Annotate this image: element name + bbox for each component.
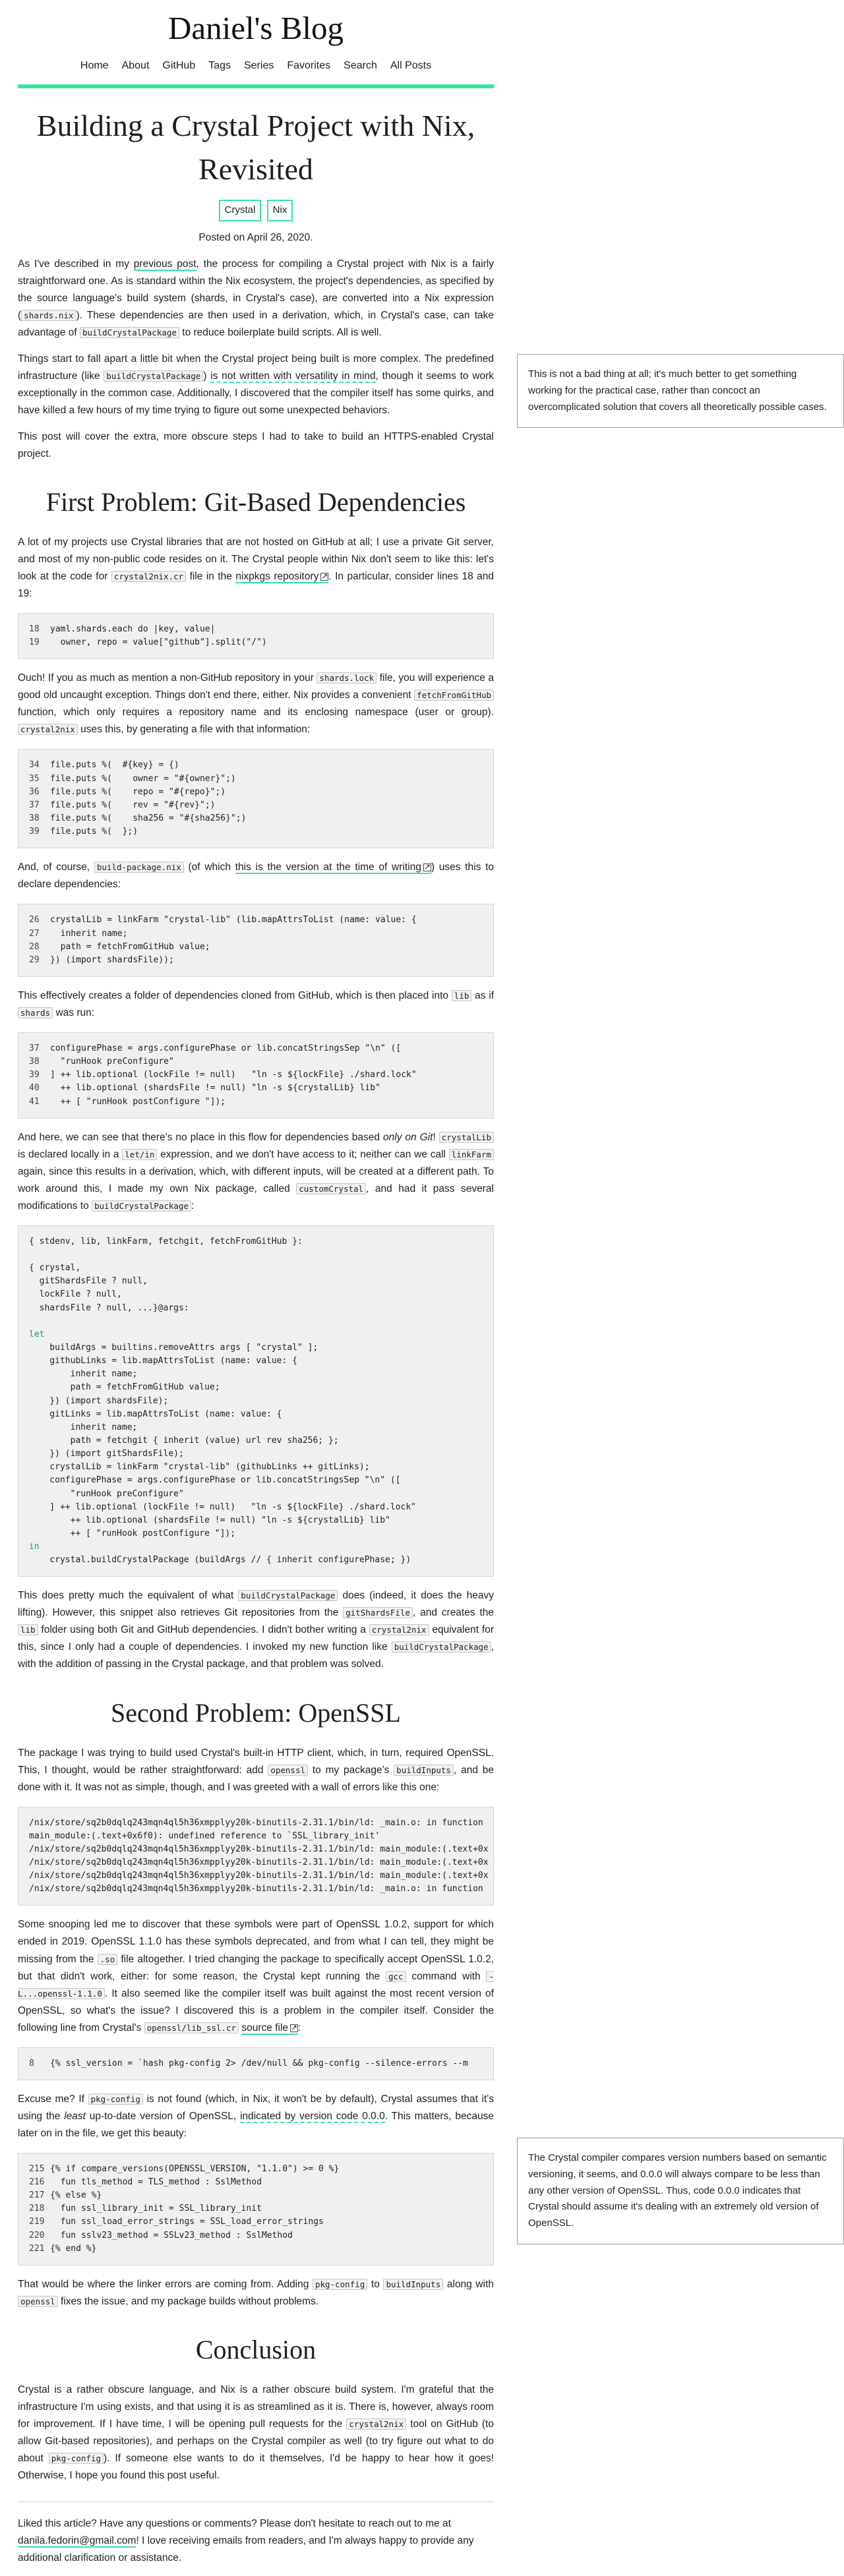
inline-code: lib [452, 990, 472, 1001]
inline-code: build-package.nix [94, 862, 184, 873]
code-line: ++ [ "runHook postConfigure "]); [29, 1528, 236, 1538]
code-line: }) (import shardsFile)); [50, 954, 174, 965]
text: uses this, by generating a file with that information: [77, 724, 311, 736]
code-line: buildArgs = builtins.removeAttrs args [ "crystal" ]; [29, 1342, 318, 1353]
code-line: yaml.shards.each do |key, value| [50, 624, 216, 635]
text: ! I love receiving emails from readers, and I'm always happy to provide any additional clarification or assistance. [18, 2535, 474, 2564]
text: was run: [53, 1007, 95, 1018]
text: This does pretty much the equivalent of what [18, 1590, 239, 1602]
code-line: configurePhase = args.configurePhase or lib.concatStringsSep "\n" ([ [50, 1043, 402, 1053]
code-line: /nix/store/sq2b0dqlq243mqn4ql5h36xmpplyy20k-binutils-2.31.1/bin/ld: main_module:(.text+0x [29, 1871, 489, 1881]
text: folder using both Git and GitHub dependencies. I didn't bother writing a [38, 1624, 369, 1636]
nav-home[interactable]: Home [80, 59, 109, 71]
sidenote-version-code: The Crystal compiler compares version numbers based on semantic versioning, it seems, and 0.0.0 will always compare to be less than any other version of OpenSSL. Thus, code 0.0.0 indicates that Crystal should assume it's dealing with an extremely old version of OpenSSL. [517, 2138, 844, 2244]
line-number: 18 [29, 624, 40, 635]
text: A lot of my projects use Crystal libraries that are not hosted on GitHub at all; I use a private Git server, and most of my non-public code resides on it. The Crystal people within Nix don't seem to like this: let's look at the code for [18, 536, 494, 582]
text: again, since this results in a derivation, which, with different inputs, will be created at a different path. To work around this, I made my own Nix package, called [18, 1165, 494, 1194]
tag-crystal[interactable]: Crystal [219, 200, 262, 221]
inline-code: openssl [268, 1765, 308, 1776]
text: As I've described in my [18, 258, 134, 270]
previous-post-link[interactable]: previous post [133, 258, 196, 270]
text: file altogether. I tried changing the package to specifically accept OpenSSL 1.0.2, but that didn't work, either: for some reason, the Crystal kept running the [18, 1953, 494, 1982]
text: , with the addition of passing in the Crystal package, and that problem was solved. [18, 1641, 494, 1670]
text: : [191, 1200, 195, 1212]
code-line: {% if compare_versions(OPENSSL_VERSION, "1.1.0") >= 0 %} [50, 2163, 340, 2174]
nixpkgs-repository-link[interactable] [235, 571, 328, 583]
line-number: 217 [29, 2190, 45, 2201]
code-line: inherit name; [29, 1422, 138, 1432]
code-line: "runHook preConfigure" [50, 1057, 174, 1067]
code-line: {% ssl_version = `hash pkg-config 2> /dev/null && pkg-config --silence-errors --m [50, 2058, 468, 2068]
code-block-ssl-version [18, 2047, 494, 2080]
code-line: { crystal, [29, 1263, 81, 1273]
text: And, of course, [18, 862, 94, 873]
inline-code: shards.lock [316, 672, 377, 684]
text: ) uses this to declare dependencies: [18, 862, 495, 891]
line-number: 218 [29, 2204, 45, 2214]
code-line: configurePhase = args.configurePhase or lib.concatStringsSep "\n" ([ [29, 1475, 401, 1486]
inline-code: openssl [18, 2296, 58, 2307]
code-line: ] ++ lib.optional (lockFile != null) "ln -s ${lockFile} ./shard.lock" [50, 1070, 417, 1080]
inline-code: crystal2nix.cr [111, 571, 186, 582]
text: . This matters, because later on in the file, we get this beauty: [18, 2110, 494, 2139]
inline-code: buildCrystalPackage [238, 1590, 338, 1601]
inline-code: buildInputs [394, 1765, 454, 1776]
email-link[interactable]: danila.fedorin@gmail.com [18, 2535, 136, 2547]
text: file in the [186, 570, 236, 582]
code-line: path = fetchFromGitHub value; [50, 941, 210, 952]
code-line: shardsFile ? null, ...}@args: [29, 1303, 189, 1313]
code-line: in [29, 1542, 40, 1552]
sidenote-versatility-link[interactable]: is not written with versatility in mind [210, 370, 376, 382]
code-line: file.puts %( };) [50, 827, 138, 837]
code-line: path = fetchgit { inherit (value) url rev sha256; }; [29, 1435, 339, 1446]
paragraph [18, 670, 494, 738]
text: . It also seemed like the compiler itself was built against the most recent version of OpenSSL, so what's the issue? I discovered this is a problem in the compiler itself. Consider the following line from Crystal's [18, 1987, 494, 2034]
code-line: ++ lib.optional (shardsFile != null) "ln -s ${crystalLib} lib" [29, 1515, 390, 1525]
inline-code: gitShardsFile [343, 1607, 413, 1618]
code-line: ++ lib.optional (shardsFile != null) "ln -s ${crystalLib} lib" [50, 1083, 380, 1094]
paragraph [18, 1587, 494, 1673]
code-line: inherit name; [29, 1369, 138, 1380]
nav-tags[interactable]: Tags [208, 59, 231, 71]
code-block-custom-crystal [18, 1225, 494, 1577]
inline-code: buildCrystalPackage [92, 1200, 191, 1212]
paragraph [18, 351, 494, 419]
section-heading-first-problem: First Problem: Git-Based Dependencies [45, 486, 466, 517]
code-line: file.puts %( owner = "#{owner}";) [50, 773, 236, 784]
external-link-icon: ↗ [291, 2022, 298, 2032]
code-line: {% end %} [50, 2243, 97, 2254]
code-line: ] ++ lib.optional (lockFile != null) "ln -s ${lockFile} ./shard.lock" [29, 1502, 416, 1512]
post-title: Building a Crystal Project with Nix, Revisited [36, 108, 475, 187]
text: , and be done with it. It was not as simple, though, and I was greeted with a wall of errors like this one: [18, 1764, 495, 1793]
text: is not found (which, in Nix, it won't be by default), Crystal assumes that it's using the [18, 2093, 495, 2122]
text: is declared locally in a [18, 1148, 123, 1160]
post-date: Posted on April 26, 2020. [198, 231, 313, 243]
code-block-file-puts [18, 749, 494, 848]
line-number: 40 [29, 1083, 40, 1094]
line-number: 29 [29, 954, 40, 965]
site-header [18, 0, 494, 88]
header-accent-bar [18, 84, 494, 88]
inline-code: pkg-config [49, 2453, 104, 2464]
text: to my package's [308, 1764, 394, 1776]
text: That would be where the linker errors are coming from. Adding [18, 2278, 313, 2290]
code-line: ++ [ "runHook postConfigure "]); [50, 1096, 226, 1107]
section-heading-second-problem: Second Problem: OpenSSL [111, 1697, 401, 1728]
paragraph [18, 534, 494, 602]
text: And here, we can see that there's no place in this flow for dependencies based [18, 1131, 384, 1143]
inline-code: lib [18, 1624, 38, 1635]
text: Excuse me? If [18, 2093, 88, 2105]
inline-code: crystal2nix [346, 2418, 406, 2430]
text: Ouch! If you as much as mention a non-GitHub repository in your [18, 672, 317, 684]
text: . In particular, consider lines 18 and 19: [18, 570, 494, 600]
text: ). If someone else wants to do it themselves, I'd be happy to hear how it goes! Otherwise, I hope you found this post useful. [18, 2453, 494, 2482]
paragraph [18, 2382, 494, 2484]
inline-code: customCrystal [296, 1183, 366, 1194]
text: file, you will experience a good old uncaught exception. Things don't end there, either. Nix provides a convenient [18, 672, 494, 701]
nav-search[interactable]: Search [344, 59, 377, 71]
inline-code: gcc [386, 1971, 406, 1982]
code-line: let [29, 1329, 45, 1339]
code-line: { stdenv, lib, linkFarm, fetchgit, fetchFromGitHub }: [29, 1236, 303, 1246]
text: , and had it pass several modifications to [18, 1183, 494, 1212]
code-line: }) (import gitShardsFile); [29, 1449, 184, 1459]
line-number: 38 [29, 813, 40, 824]
inline-code: linkFarm [449, 1149, 494, 1160]
site-nav [18, 57, 494, 75]
text: ! [433, 1131, 439, 1143]
inline-code: buildCrystalPackage [80, 327, 179, 338]
line-number: 39 [29, 827, 40, 837]
inline-code: crystal2nix [18, 724, 78, 735]
line-number: 8 [29, 2058, 34, 2068]
line-number: 39 [29, 1070, 40, 1080]
text: to reduce boilerplate build scripts. All is well. [179, 326, 382, 338]
inline-code: shards.nix [21, 310, 76, 321]
version-at-time-link[interactable] [235, 862, 431, 874]
inline-code: pkg-config [88, 2093, 143, 2105]
line-number: 28 [29, 941, 40, 952]
code-line: }) (import shardsFile); [29, 1395, 169, 1406]
line-number: 34 [29, 760, 40, 771]
code-line: /nix/store/sq2b0dqlq243mqn4ql5h36xmpplyy20k-binutils-2.31.1/bin/ld: main_module:(.text+0x [29, 1844, 489, 1854]
text: : [298, 2022, 301, 2034]
line-number: 220 [29, 2230, 45, 2240]
code-line: owner, repo = value["github"].split("/") [50, 637, 267, 648]
code-line: main_module:(.text+0x6f0): undefined reference to `SSL_library_init' [29, 1830, 380, 1841]
code-line: /nix/store/sq2b0dqlq243mqn4ql5h36xmpplyy20k-binutils-2.31.1/bin/ld: main_module:(.text+0x [29, 1858, 489, 1868]
line-number: 27 [29, 928, 40, 939]
code-line: fun ssl_library_init = SSL_library_init [50, 2204, 262, 2214]
text: , and creates the [412, 1607, 494, 1619]
text: Things start to fall apart a little bit when the Crystal project being built is more complex. The predefined infrastructure (like [18, 353, 494, 382]
inline-code: buildInputs [383, 2279, 443, 2290]
link-text: this is the version at the time of writing [235, 862, 421, 873]
text: fixes the issue, and my package builds without problems. [57, 2295, 319, 2307]
inline-code: -L...openssl-1.1.0 [18, 1971, 494, 1999]
line-number: 38 [29, 1057, 40, 1067]
code-line: "runHook preConfigure" [29, 1488, 184, 1499]
link-text: nixpkgs repository [235, 570, 319, 582]
text: (of which [183, 862, 235, 873]
code-block-linker-errors [18, 1807, 494, 1906]
text: up-to-date version of OpenSSL, [85, 2110, 241, 2122]
nav-series[interactable]: Series [243, 59, 274, 71]
tag-nix[interactable]: Nix [267, 200, 293, 221]
inline-code: buildCrystalPackage [392, 1641, 491, 1653]
text: ). These dependencies are then used in a derivation, which, in Crystal's case, can take advantage of [18, 309, 494, 338]
footer-note [18, 2515, 494, 2567]
text: to [367, 2278, 384, 2290]
code-line: file.puts %( sha256 = "#{sha256}";) [50, 813, 247, 824]
line-number: 26 [29, 915, 40, 925]
code-block-crystal2nix [18, 613, 494, 659]
text: does (indeed, it does the heavy lifting). However, this snippet also retrieves Git repositories from the [18, 1590, 494, 1619]
text: along with [443, 2278, 494, 2290]
text: The package I was trying to build used Crystal's built-in HTTP client, which, in turn, required OpenSSL. This, I thought, would be rather straightforward: add [18, 1747, 494, 1776]
code-line: crystalLib = linkFarm "crystal-lib" (githubLinks ++ gitLinks); [29, 1462, 370, 1473]
sidenote-versatility: This is not a bad thing at all; it's much better to get something working for the practical case, rather than concoct an overcomplicated solution that covers all theoretically possible cases. [517, 354, 844, 428]
code-line: /nix/store/sq2b0dqlq243mqn4ql5h36xmpplyy20k-binutils-2.31.1/bin/ld: _main.o: in function [29, 1817, 483, 1828]
paragraph [18, 1129, 494, 1215]
source-file-link[interactable] [241, 2022, 298, 2035]
code-line: fun ssl_load_error_strings = SSL_load_error_strings [50, 2217, 324, 2227]
text: Liked this article? Have any questions or comments? Please don't hesitate to reach out to me at [18, 2518, 451, 2530]
line-number: 36 [29, 786, 40, 797]
nav-github[interactable]: GitHub [162, 59, 196, 71]
inline-code: shards [18, 1007, 53, 1018]
nav-about[interactable]: About [121, 59, 150, 71]
text: equivalent for this, since I only had a couple of dependencies. I invoked my new function like [18, 1624, 494, 1653]
line-number: 37 [29, 800, 40, 810]
code-line: crystalLib = linkFarm "crystal-lib" (lib.mapAttrsToList (name: value: { [50, 915, 417, 925]
code-line: fun sslv23_method = SSLv23_method : SslMethod [50, 2230, 293, 2240]
text: command with [406, 1970, 487, 1982]
code-line: {% else %} [50, 2190, 102, 2201]
line-number: 215 [29, 2163, 45, 2174]
code-line: githubLinks = lib.mapAttrsToList (name: value: { [29, 1356, 297, 1366]
paragraph [18, 1916, 494, 2036]
text: as if [471, 989, 495, 1001]
code-block-crystal-lib [18, 904, 494, 977]
line-number: 37 [29, 1043, 40, 1053]
code-line: gitShardsFile ? null, [29, 1276, 148, 1287]
nav-all-posts[interactable]: All Posts [390, 59, 432, 71]
code-block-compare-versions [18, 2153, 494, 2266]
line-number: 221 [29, 2243, 45, 2254]
code-line: file.puts %( repo = "#{repo}";) [50, 786, 226, 797]
code-line: fun tls_method = TLS_method : SslMethod [50, 2177, 262, 2188]
text: Some snooping led me to discover that these symbols were part of OpenSSL 1.0.2, support for which ended in 2019. OpenSSL 1.1.0 has these symbols deprecated, and from what I can tell, they might be missing from the [18, 1919, 494, 1965]
text: , the process for compiling a Crystal project with Nix is a fairly straightforward one. As is standard within the Nix ecosystem, the project's dependencies, as specified by the source language's build system (shards, in Crystal's case), are converted into a Nix expression ( [18, 258, 494, 321]
text: expression, and we don't have access to it; neither can we call [157, 1148, 449, 1160]
link-text: source file [241, 2022, 289, 2034]
code-line: lockFile ? null, [29, 1289, 122, 1300]
text: , though it seems to work exceptionally in the common case. Additionally, I discovered that the compiler itself has some quirks, and have killed a few hours of my time trying to figure out some unexpected behaviors. [18, 370, 494, 416]
external-link-icon: ↗ [321, 571, 328, 581]
code-line: file.puts %( rev = "#{rev}";) [50, 800, 216, 810]
text: tool on GitHub (to allow Git-based repositories), and perhaps on the Crystal compiler as well (to try figure out what to do about [18, 2418, 494, 2465]
code-block-configure-phase [18, 1032, 494, 1119]
code-line: gitLinks = lib.mapAttrsToList (name: value: { [29, 1409, 282, 1419]
text: function, which only requires a repository name and its enclosing namespace (user or group). [18, 707, 494, 718]
emphasis: least [64, 2110, 86, 2122]
paragraph [18, 1745, 494, 1796]
page [18, 0, 827, 2576]
bottom-spacer [18, 2567, 494, 2576]
line-number: 19 [29, 637, 40, 648]
post-tags [18, 200, 494, 221]
post-body [18, 256, 827, 2485]
line-number: 216 [29, 2177, 45, 2188]
line-number: 41 [29, 1096, 40, 1107]
nav-favorites[interactable]: Favorites [287, 59, 331, 71]
external-link-icon: ↗ [423, 862, 431, 872]
inline-code: .so [98, 1954, 118, 1965]
paragraph [18, 2515, 494, 2567]
inline-code: openssl/lib_ssl.cr [144, 2022, 239, 2034]
paragraph [18, 2091, 494, 2142]
sidenote-version-link[interactable]: indicated by version code 0.0.0 [240, 2110, 385, 2122]
inline-code: crystalLib [439, 1132, 494, 1143]
inline-code: buildCrystalPackage [104, 370, 203, 382]
text: ) [203, 370, 211, 382]
text: Crystal is a rather obscure language, and Nix is a rather obscure build system. I'm grateful that the infrastructure I'm using exists, and that using it is as streamlined as it is. There is, however, always room for improvement. If I have time, I will be opening pull requests for the [18, 2384, 494, 2430]
text: This effectively creates a folder of dependencies cloned from GitHub, which is then placed into [18, 989, 452, 1001]
inline-code: crystal2nix [369, 1624, 429, 1635]
code-line: /nix/store/sq2b0dqlq243mqn4ql5h36xmpplyy20k-binutils-2.31.1/bin/ld: _main.o: in function [29, 1884, 483, 1894]
paragraph [18, 987, 494, 1022]
inline-code: pkg-config [313, 2279, 367, 2290]
paragraph: This post will cover the extra, more obscure steps I had to take to build an HTTPS-enabled Crystal project. [18, 430, 494, 459]
paragraph [18, 859, 494, 893]
line-number: 35 [29, 773, 40, 784]
inline-code: let/in [122, 1149, 157, 1160]
line-number: 219 [29, 2217, 45, 2227]
section-heading-conclusion: Conclusion [195, 2334, 316, 2364]
paragraph [18, 256, 494, 341]
site-title[interactable]: Daniel's Blog [167, 10, 344, 46]
emphasis: only on Git [383, 1131, 433, 1143]
code-line: inherit name; [50, 928, 128, 939]
code-line: crystal.buildCrystalPackage (buildArgs // { inherit configurePhase; }) [29, 1555, 411, 1566]
code-line: file.puts %( #{key} = {) [50, 760, 179, 771]
inline-code: fetchFromGitHub [414, 689, 494, 701]
paragraph [18, 2276, 494, 2310]
code-line: path = fetchFromGitHub value; [29, 1382, 220, 1393]
